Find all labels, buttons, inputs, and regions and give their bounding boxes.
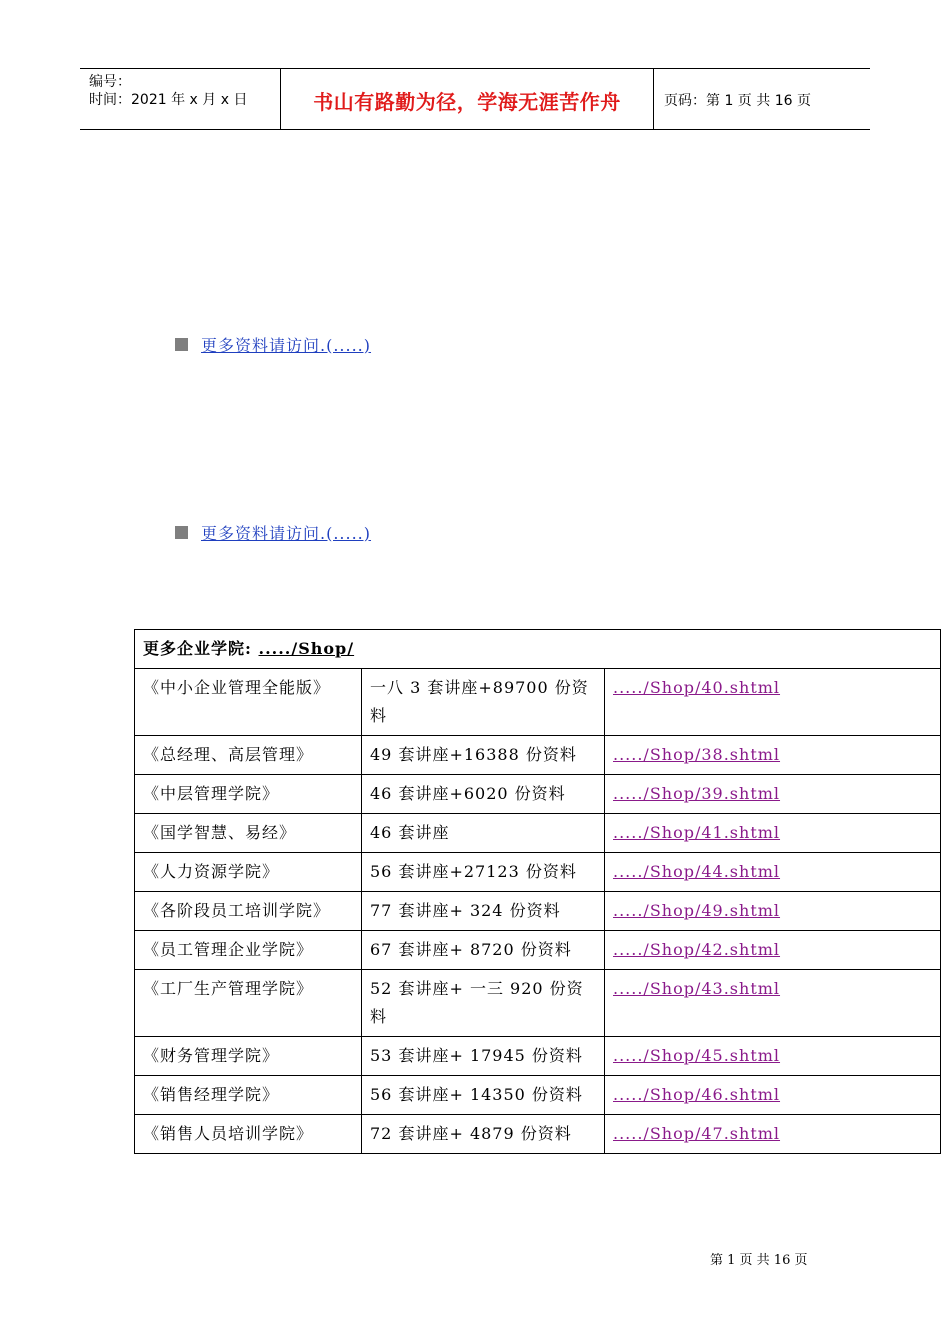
table-body (135, 669, 941, 1154)
course-name: 《中层管理学院》 (135, 775, 362, 814)
course-url-cell (605, 669, 941, 736)
table-row (135, 1037, 941, 1076)
course-link[interactable]: ...../Shop/49.shtml (613, 901, 781, 920)
table-row (135, 775, 941, 814)
table-row (135, 814, 941, 853)
course-description: 56 套讲座+27123 份资料 (362, 853, 605, 892)
page-header (80, 68, 870, 130)
course-name: 《销售人员培训学院》 (135, 1115, 362, 1154)
table-header-label: 更多企业学院: (143, 639, 252, 658)
header-meta-cell (80, 69, 281, 129)
course-description: 一八 3 套讲座+89700 份资料 (362, 669, 605, 736)
course-name: 《销售经理学院》 (135, 1076, 362, 1115)
visit-link-2[interactable]: 更多资料请访问.(.....) (201, 524, 372, 543)
page-number-label: 页码：第 1 页 共 16 页 (664, 93, 811, 109)
table-row (135, 853, 941, 892)
course-name: 《人力资源学院》 (135, 853, 362, 892)
visit-line-2 (175, 521, 371, 544)
table-row (135, 931, 941, 970)
course-link[interactable]: ...../Shop/42.shtml (613, 940, 781, 959)
course-link[interactable]: ...../Shop/45.shtml (613, 1046, 781, 1065)
course-name: 《财务管理学院》 (135, 1037, 362, 1076)
course-name: 《国学智慧、易经》 (135, 814, 362, 853)
course-url-cell (605, 853, 941, 892)
table-row (135, 736, 941, 775)
table-row (135, 892, 941, 931)
course-url-cell (605, 736, 941, 775)
course-description: 56 套讲座+ 14350 份资料 (362, 1076, 605, 1115)
course-link[interactable]: ...../Shop/41.shtml (613, 823, 781, 842)
serial-label: 编号： (89, 74, 131, 90)
course-url-cell (605, 970, 941, 1037)
table-row (135, 1115, 941, 1154)
course-description: 72 套讲座+ 4879 份资料 (362, 1115, 605, 1154)
visit-line-1 (175, 333, 371, 356)
course-url-cell (605, 814, 941, 853)
course-link[interactable]: ...../Shop/44.shtml (613, 862, 781, 881)
table-row (135, 669, 941, 736)
course-description: 52 套讲座+ 一三 920 份资料 (362, 970, 605, 1037)
header-page-cell (654, 69, 870, 129)
header-motto-cell (281, 69, 654, 129)
course-description: 49 套讲座+16388 份资料 (362, 736, 605, 775)
motto: 书山有路勤为径，学海无涯苦作舟 (313, 90, 621, 114)
table-row (135, 970, 941, 1037)
table-header-cell (135, 630, 941, 669)
square-bullet-icon (175, 526, 188, 539)
course-link[interactable]: ...../Shop/39.shtml (613, 784, 781, 803)
course-description: 77 套讲座+ 324 份资料 (362, 892, 605, 931)
course-description: 46 套讲座+6020 份资料 (362, 775, 605, 814)
course-name: 《总经理、高层管理》 (135, 736, 362, 775)
course-name: 《中小企业管理全能版》 (135, 669, 362, 736)
course-link[interactable]: ...../Shop/43.shtml (613, 979, 781, 998)
course-description: 46 套讲座 (362, 814, 605, 853)
course-link[interactable]: ...../Shop/38.shtml (613, 745, 781, 764)
course-url-cell (605, 1076, 941, 1115)
course-link[interactable]: ...../Shop/46.shtml (613, 1085, 781, 1104)
square-bullet-icon (175, 338, 188, 351)
course-name: 《各阶段员工培训学院》 (135, 892, 362, 931)
course-url-cell (605, 931, 941, 970)
course-name: 《员工管理企业学院》 (135, 931, 362, 970)
course-url-cell (605, 1037, 941, 1076)
course-link[interactable]: ...../Shop/40.shtml (613, 678, 781, 697)
visit-link-1[interactable]: 更多资料请访问.(.....) (201, 336, 372, 355)
table-row (135, 1076, 941, 1115)
course-link[interactable]: ...../Shop/47.shtml (613, 1124, 781, 1143)
table-header-row (135, 630, 941, 669)
time-label: 时间：2021 年 x 月 x 日 (89, 92, 248, 108)
course-description: 53 套讲座+ 17945 份资料 (362, 1037, 605, 1076)
courses-table (134, 629, 941, 1154)
course-name: 《工厂生产管理学院》 (135, 970, 362, 1037)
course-description: 67 套讲座+ 8720 份资料 (362, 931, 605, 970)
course-url-cell (605, 1115, 941, 1154)
course-url-cell (605, 892, 941, 931)
course-url-cell (605, 775, 941, 814)
page-footer: 第 1 页 共 16 页 (710, 1253, 808, 1268)
shop-link[interactable]: ...../Shop/ (258, 639, 355, 658)
